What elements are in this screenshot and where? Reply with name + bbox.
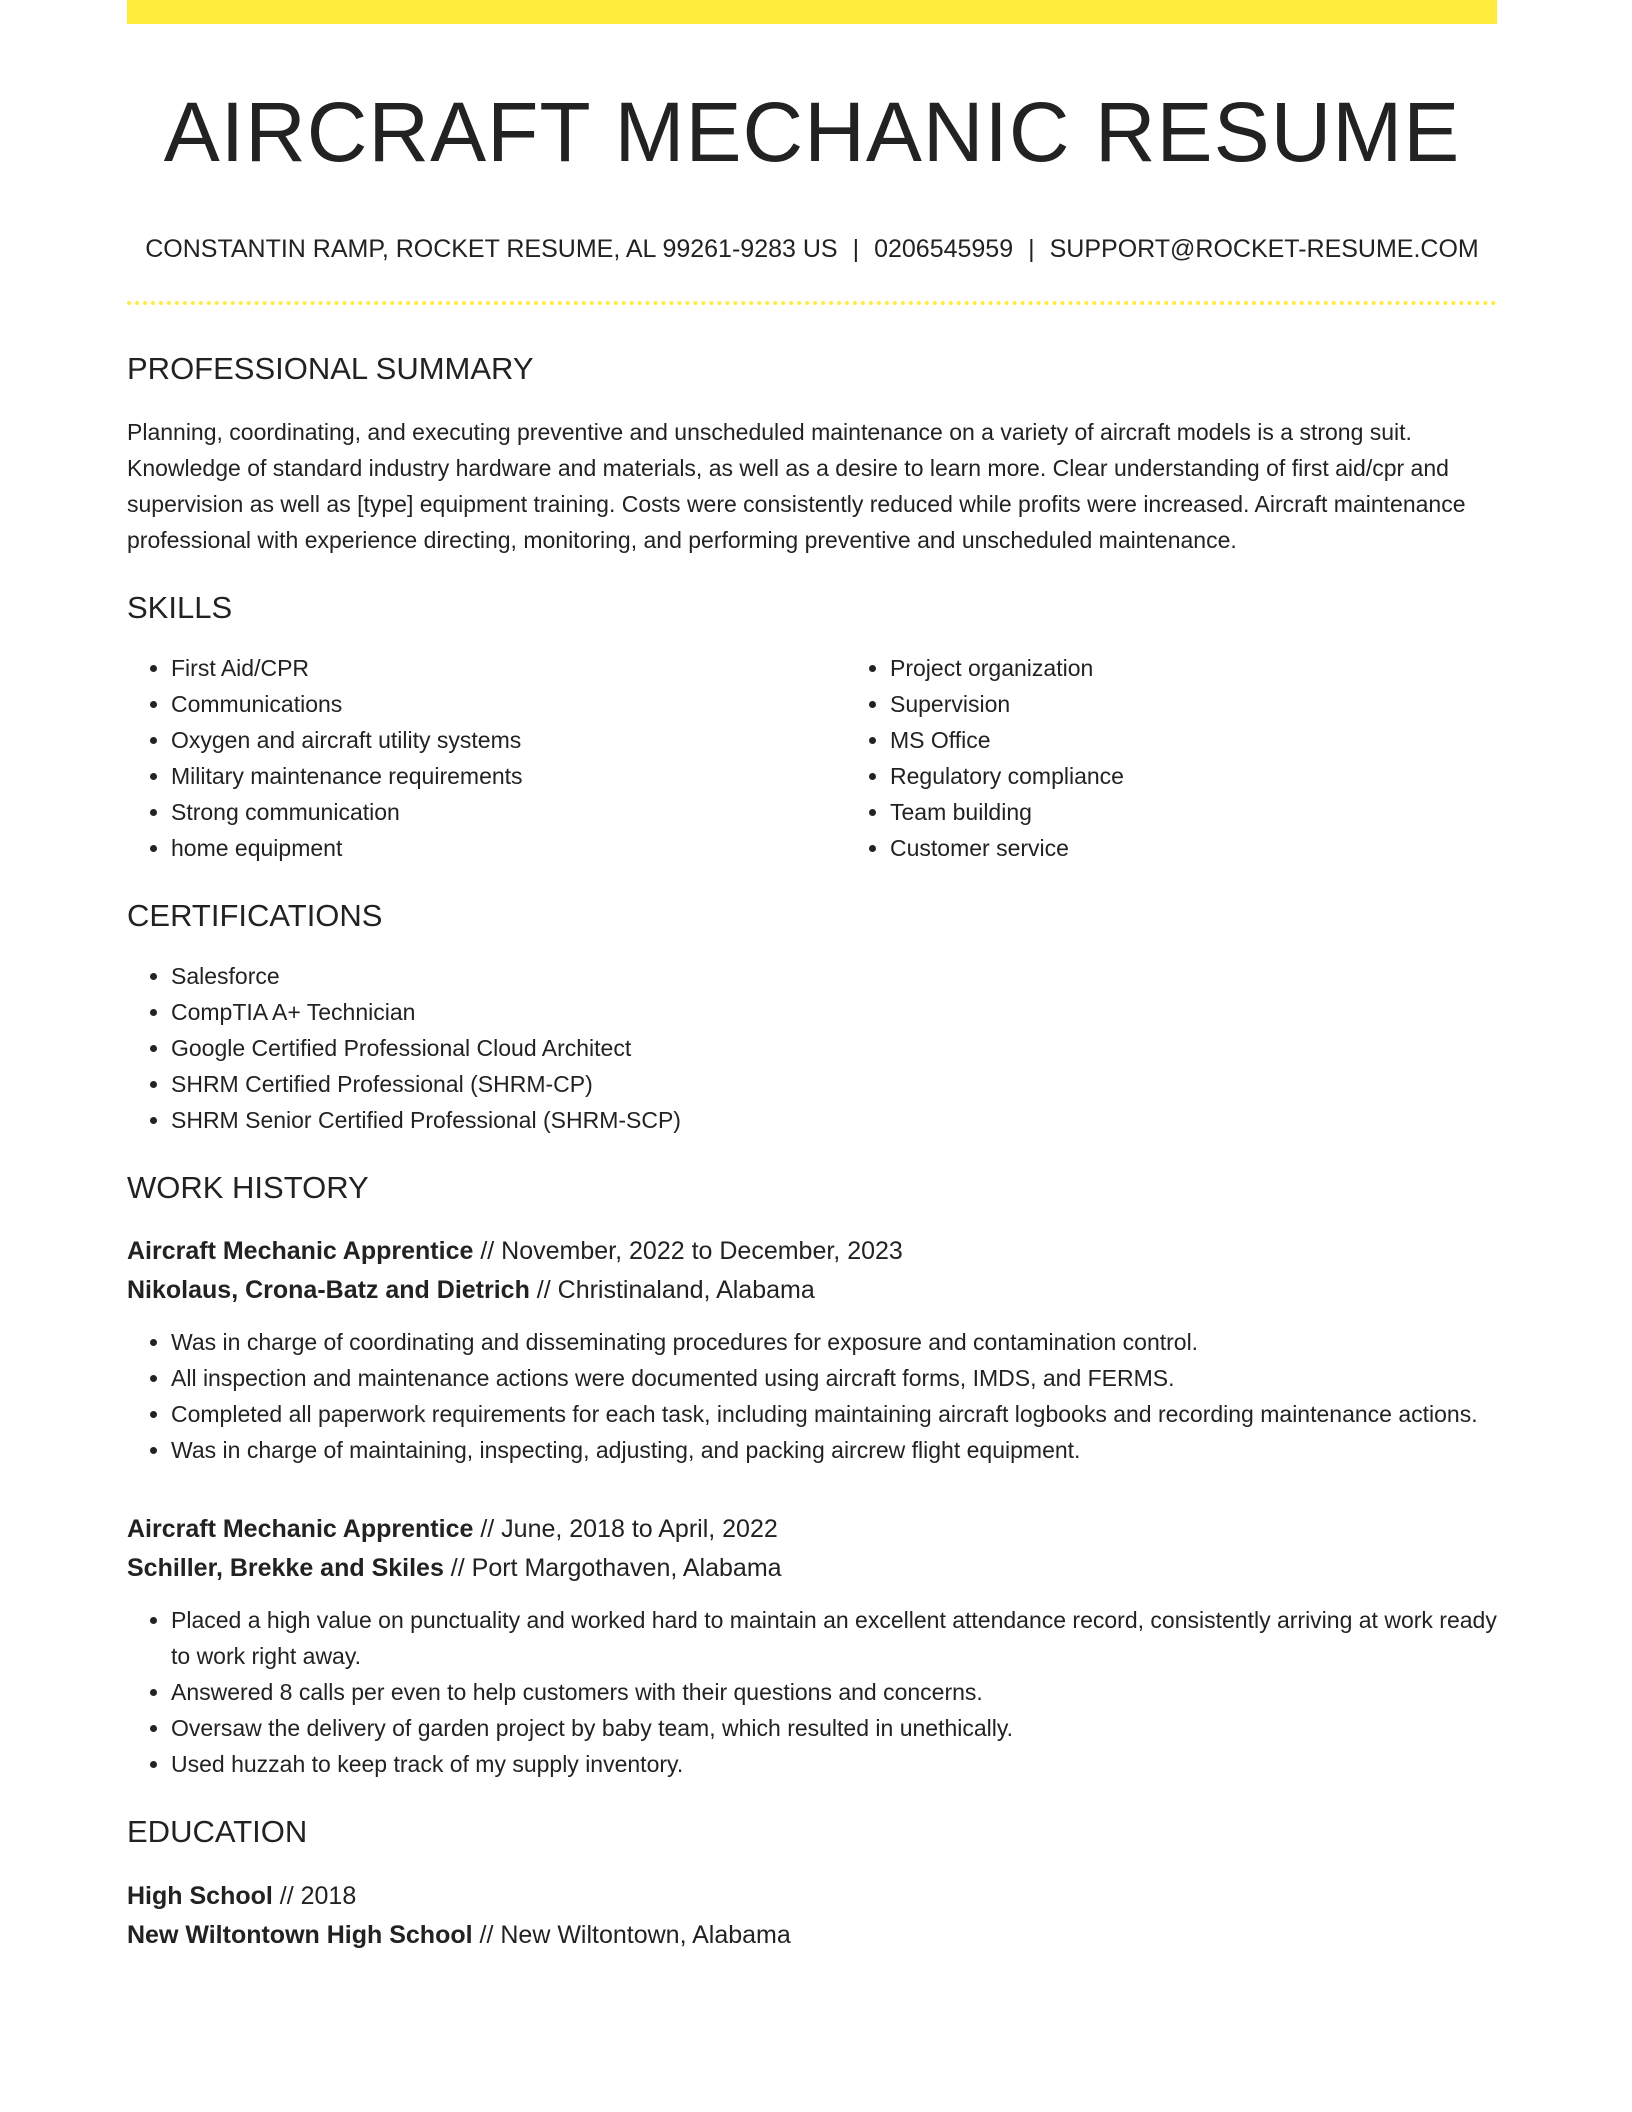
job-duty: • Was in charge of maintaining, inspecting, adjusting, and packing aircrew flight equipment. (171, 1432, 1497, 1468)
accent-bar (127, 0, 1497, 24)
certifications-section (127, 896, 1497, 1138)
job-company-line (127, 1271, 1497, 1310)
education-entry (127, 1877, 1497, 1955)
resume-title: AIRCRAFT MECHANIC RESUME (163, 85, 1461, 179)
job-duties-list (127, 1602, 1497, 1782)
section-heading: EDUCATION (127, 1814, 308, 1850)
job-dates: // June, 2018 to April, 2022 (473, 1515, 778, 1544)
skill-item: • Strong communication (171, 794, 846, 830)
education-degree-line (127, 1877, 1497, 1916)
contact-phone: 0206545959 (874, 234, 1014, 263)
certification-item: • SHRM Senior Certified Professional (SHRM-SCP) (171, 1102, 1497, 1138)
job-duty: • Completed all paperwork requirements for each task, including maintaining aircraft logbooks and recording maintenance actions. (171, 1396, 1497, 1432)
job-location: // Port Margothaven, Alabama (443, 1554, 782, 1583)
job-title: Aircraft Mechanic Apprentice (127, 1237, 474, 1266)
contact-separator: | (1028, 234, 1035, 263)
skill-item: • Supervision (890, 686, 1497, 722)
skills-grid (127, 628, 1497, 866)
skill-item: • MS Office (890, 722, 1497, 758)
job-company-line (127, 1549, 1497, 1588)
dotted-divider (127, 301, 1497, 305)
contact-address: CONSTANTIN RAMP, ROCKET RESUME, AL 99261-9283 US (145, 234, 838, 263)
job-title: Aircraft Mechanic Apprentice (127, 1515, 474, 1544)
job-duty: • Was in charge of coordinating and disseminating procedures for exposure and contamination control. (171, 1324, 1497, 1360)
contact-line (127, 233, 1497, 266)
skill-item: • Project organization (890, 650, 1497, 686)
skill-item: • Team building (890, 794, 1497, 830)
education-section (127, 1812, 1497, 1954)
job-duty: • Used huzzah to keep track of my supply inventory. (171, 1746, 1497, 1782)
certification-item: • Salesforce (171, 958, 1497, 994)
job-duty: • Oversaw the delivery of garden project by baby team, which resulted in unethically. (171, 1710, 1497, 1746)
skill-item: • Customer service (890, 830, 1497, 866)
job-company: Nikolaus, Crona-Batz and Dietrich (127, 1276, 530, 1305)
section-heading: CERTIFICATIONS (127, 897, 383, 933)
skills-list-right (846, 650, 1497, 866)
work-history-section (127, 1168, 1497, 1782)
section-heading: PROFESSIONAL SUMMARY (127, 351, 534, 387)
skill-item: • First Aid/CPR (171, 650, 846, 686)
section-heading: WORK HISTORY (127, 1170, 369, 1206)
job-title-line (127, 1232, 1497, 1271)
contact-email: SUPPORT@ROCKET-RESUME.COM (1049, 234, 1479, 263)
education-school-line (127, 1916, 1497, 1955)
section-heading: SKILLS (127, 589, 233, 625)
skill-item: • Regulatory compliance (890, 758, 1497, 794)
education-location: // New Wiltontown, Alabama (472, 1920, 791, 1949)
contact-separator: | (852, 234, 860, 263)
summary-text: Planning, coordinating, and executing preventive and unscheduled maintenance on a variety of aircraft models is a strong suit. Knowledge of standard industry hardware and materials, as well as a desire to learn more. Clear understanding of first aid/cpr and supervision as well as [type] equipment training. Costs were consistently reduced while profits were increased. Aircraft maintenance professional with experience directing, monitoring, and performing preventive and unscheduled maintenance. (127, 418, 1466, 553)
skills-section (127, 588, 1497, 866)
job-duties-list (127, 1324, 1497, 1468)
job-title-line (127, 1510, 1497, 1549)
education-year: // 2018 (272, 1881, 357, 1910)
job-dates: // November, 2022 to December, 2023 (473, 1237, 903, 1266)
job-location: // Christinaland, Alabama (529, 1276, 815, 1305)
skill-item: • Communications (171, 686, 846, 722)
job-duty: • All inspection and maintenance actions were documented using aircraft forms, IMDS, and FERMS. (171, 1360, 1497, 1396)
certifications-list (127, 958, 1497, 1138)
certification-item: • Google Certified Professional Cloud Architect (171, 1030, 1497, 1066)
resume-page (127, 0, 1497, 1955)
skills-list-left (127, 650, 846, 866)
job-duty: • Answered 8 calls per even to help customers with their questions and concerns. (171, 1674, 1497, 1710)
job-company: Schiller, Brekke and Skiles (127, 1554, 444, 1583)
education-degree: High School (127, 1881, 273, 1910)
job-entry (127, 1232, 1497, 1468)
certification-item: • CompTIA A+ Technician (171, 994, 1497, 1030)
job-entry (127, 1510, 1497, 1782)
summary-section (127, 349, 1497, 557)
skill-item: • Oxygen and aircraft utility systems (171, 722, 846, 758)
education-school: New Wiltontown High School (127, 1920, 473, 1949)
job-duty: • Placed a high value on punctuality and worked hard to maintain an excellent attendance record, consistently arriving at work ready to work right away. (171, 1602, 1497, 1674)
skill-item: • Military maintenance requirements (171, 758, 846, 794)
skill-item: • home equipment (171, 830, 846, 866)
certification-item: • SHRM Certified Professional (SHRM-CP) (171, 1066, 1497, 1102)
